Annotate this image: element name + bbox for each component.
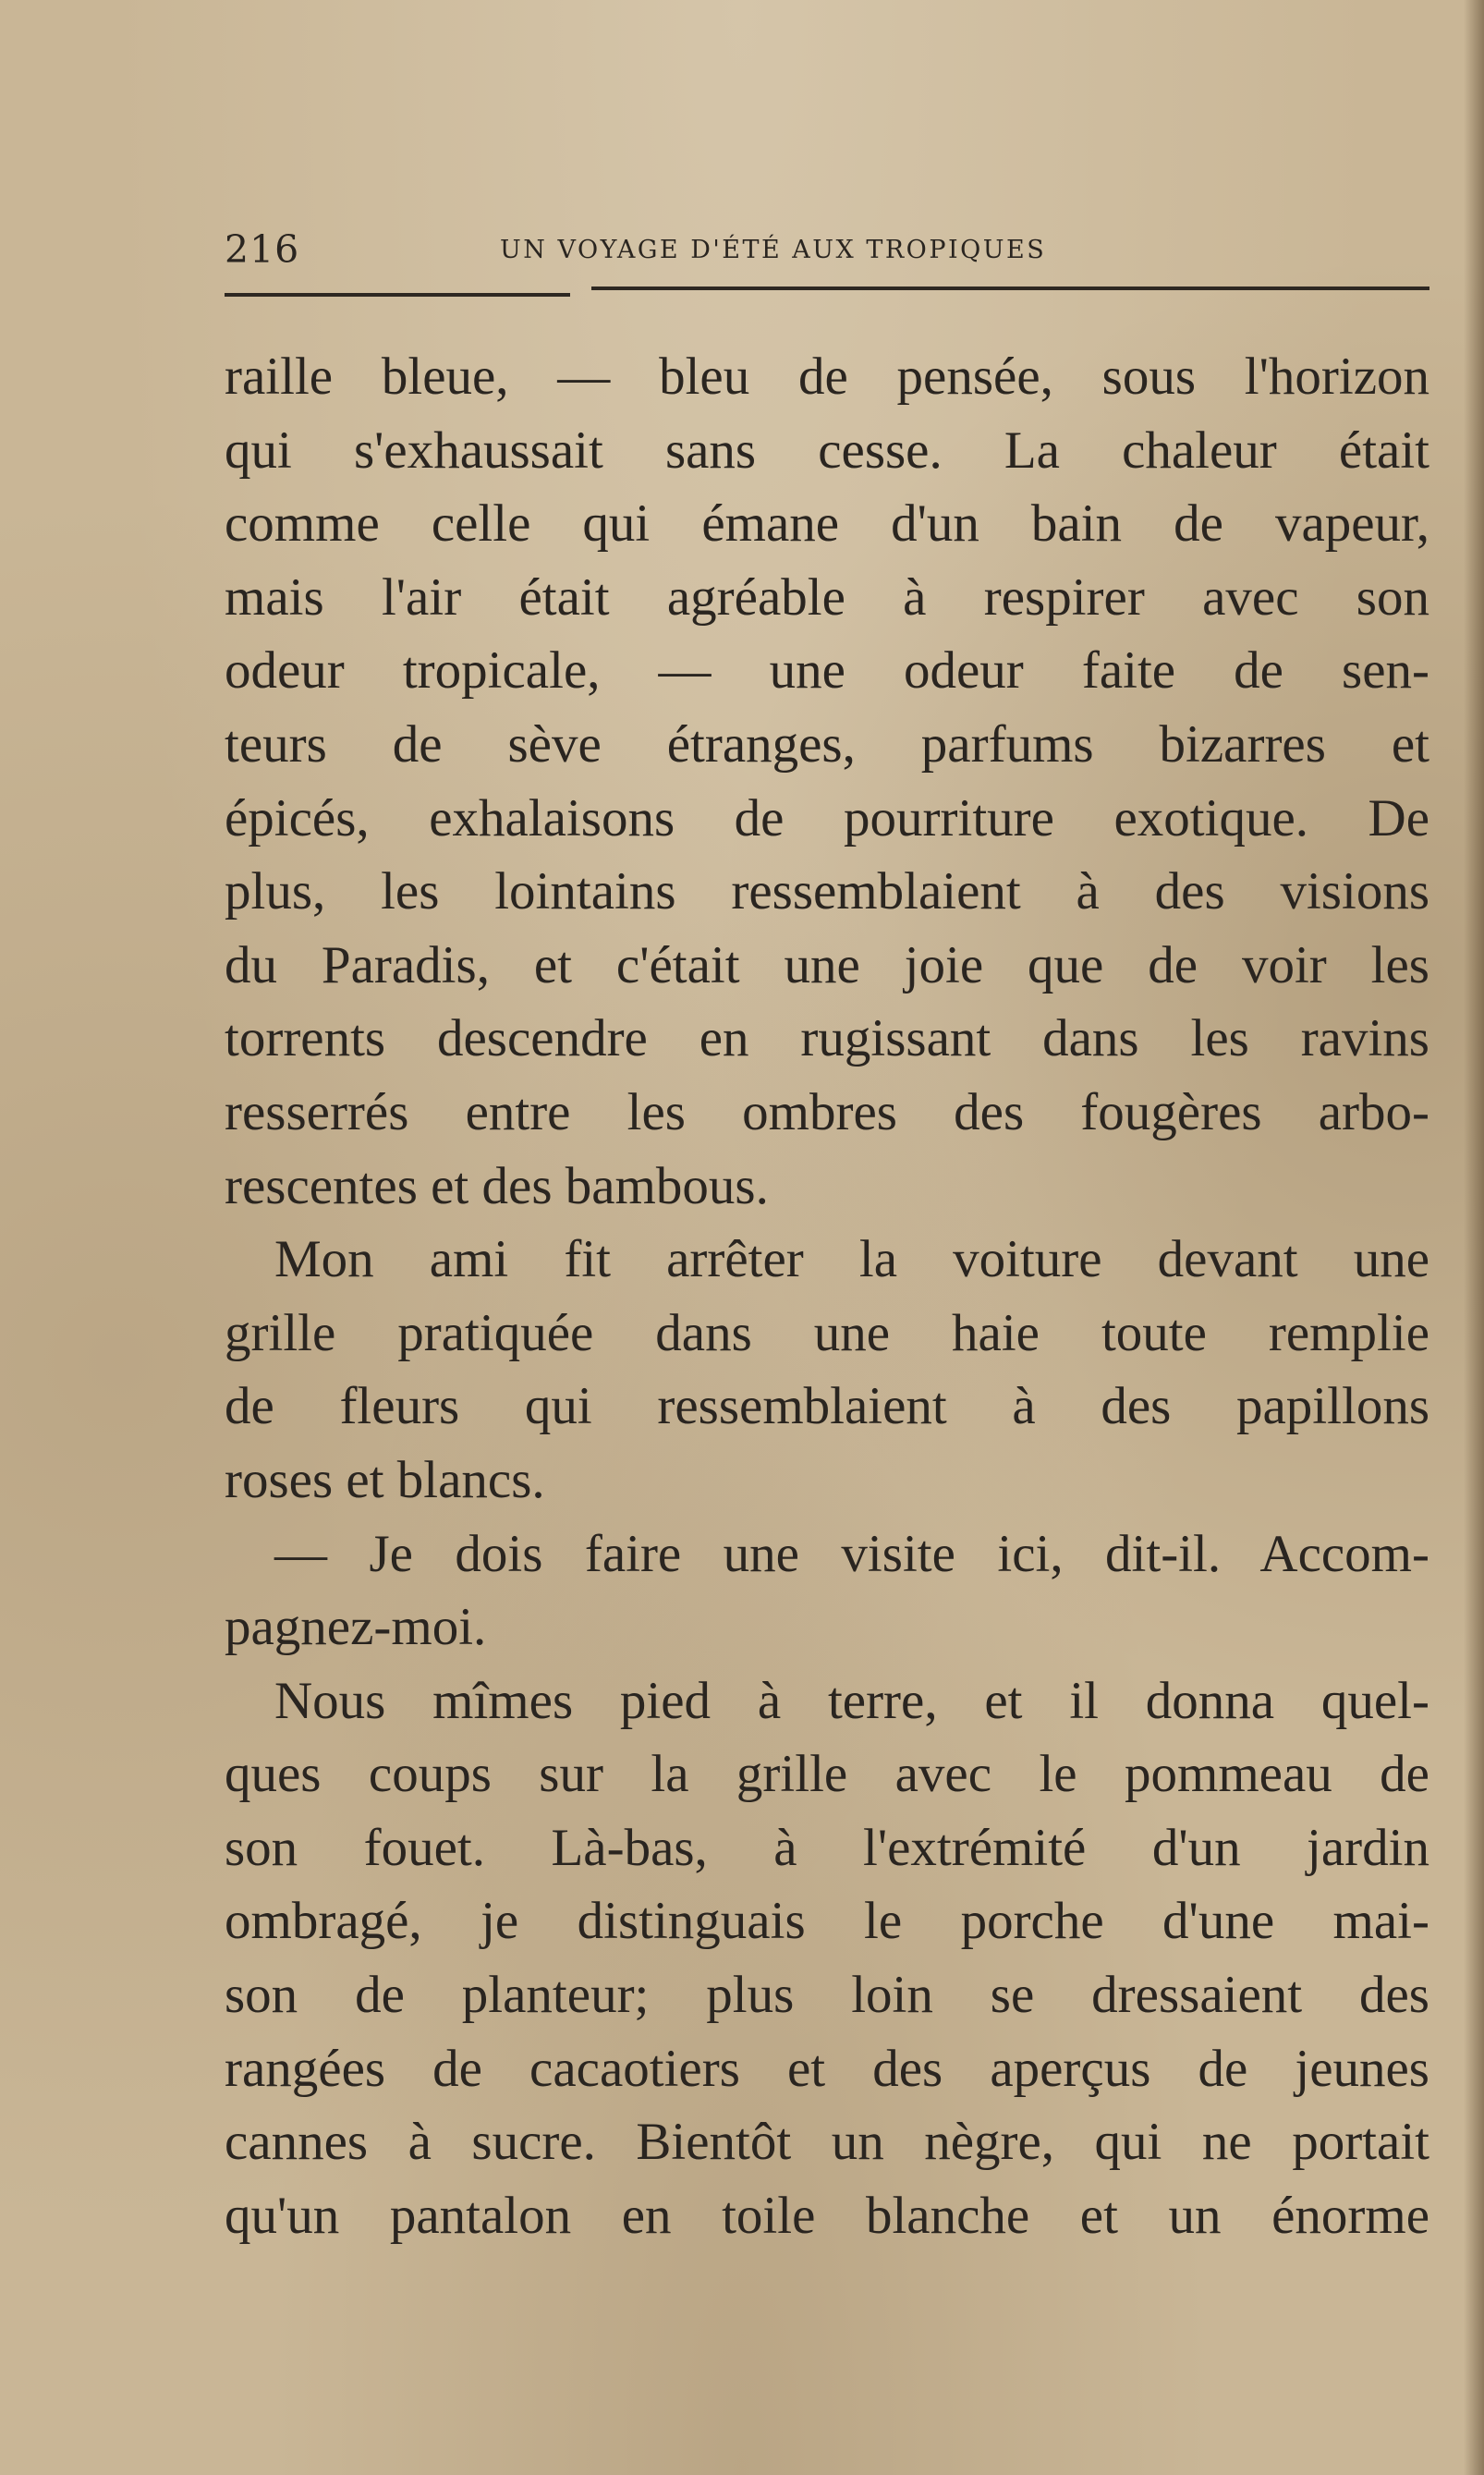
text-line: odeur tropicale, — une odeur faite de sen- <box>225 641 1429 701</box>
header-rule-left <box>225 293 570 297</box>
text-line: mais l'air était agréable à respirer avec son <box>225 567 1429 627</box>
text-line: qui s'exhaussait sans cesse. La chaleur était <box>225 421 1429 480</box>
text-line: grille pratiquée dans une haie toute remplie <box>225 1303 1429 1362</box>
text-line: torrents descendre en rugissant dans les ravins <box>225 1009 1429 1068</box>
text-line: ques coups sur la grille avec le pommeau de <box>225 1745 1429 1804</box>
running-head <box>225 222 1429 277</box>
text-line: raille bleue, — bleu de pensée, sous l'horizon <box>225 347 1429 406</box>
text-line: rescentes et des bambous. <box>225 1156 769 1215</box>
header-rule-right <box>591 287 1429 290</box>
text-line: son fouet. Là-bas, à l'extrémité d'un jardin <box>225 1818 1429 1877</box>
text-line: teurs de sève étranges, parfums bizarres et <box>225 714 1429 774</box>
text-line: comme celle qui émane d'un bain de vapeur, <box>225 494 1429 554</box>
text-line: de fleurs qui ressemblaient à des papillons <box>225 1377 1429 1436</box>
text-line: — Je dois faire une visite ici, dit-il. Accom- <box>274 1524 1429 1583</box>
text-line: ombragé, je distinguais le porche d'une mai- <box>225 1892 1429 1951</box>
text-line: cannes à sucre. Bientôt un nègre, qui ne portait <box>225 2113 1429 2172</box>
text-line: pagnez-moi. <box>225 1598 487 1657</box>
page-edge-shadow <box>1464 0 1484 2475</box>
text-line: Nous mîmes pied à terre, et il donna quel- <box>274 1671 1429 1730</box>
text-line: plus, les lointains ressemblaient à des visions <box>225 862 1429 921</box>
text-line: du Paradis, et c'était une joie que de voir les <box>225 935 1429 994</box>
body-text <box>225 340 1429 2252</box>
text-line: resserrés entre les ombres des fougères arbo- <box>225 1082 1429 1141</box>
text-line: roses et blancs. <box>225 1450 545 1509</box>
text-line: rangées de cacaotiers et des aperçus de jeunes <box>225 2039 1429 2098</box>
text-line: qu'un pantalon en toile blanche et un énorme <box>225 2186 1429 2245</box>
page-number: 216 <box>225 227 300 272</box>
text-line: son de planteur; plus loin se dressaient des <box>225 1966 1429 2025</box>
running-title: UN VOYAGE D'ÉTÉ AUX TROPIQUES <box>500 236 1047 264</box>
text-line: Mon ami fit arrêter la voiture devant une <box>274 1230 1429 1289</box>
text-line: épicés, exhalaisons de pourriture exotique. De <box>225 788 1429 847</box>
